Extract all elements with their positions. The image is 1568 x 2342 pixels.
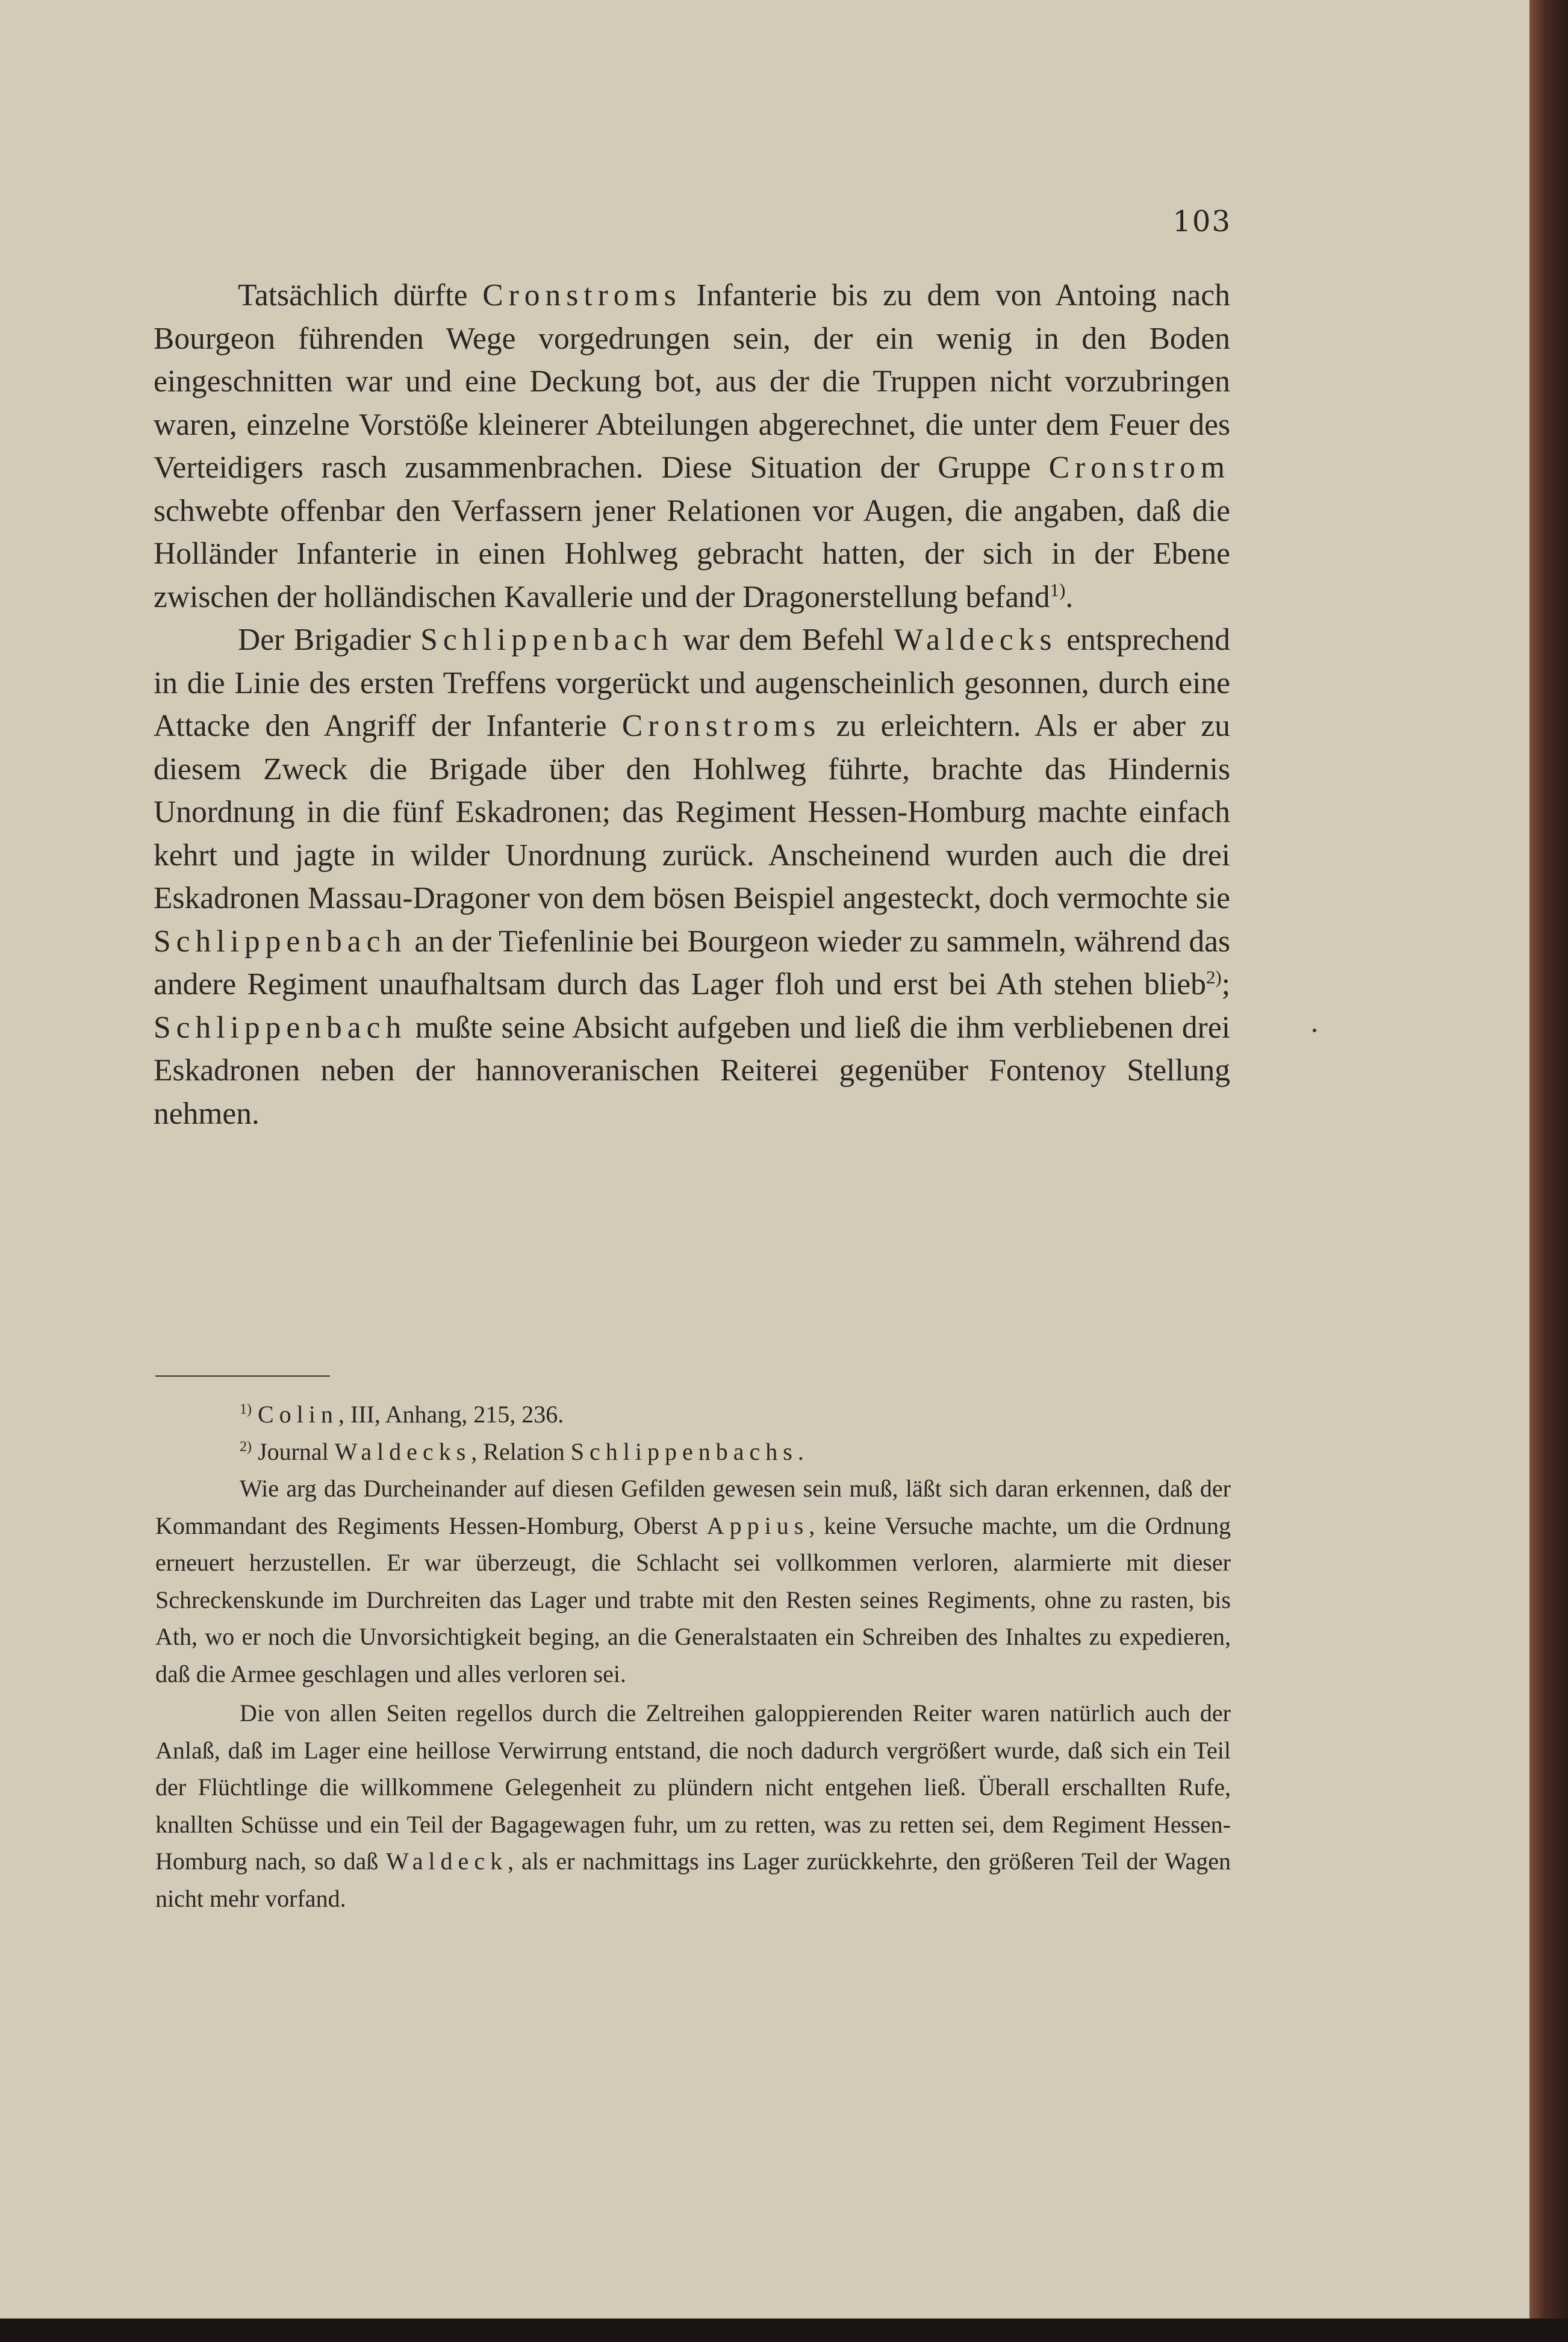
- footnote-2: $^{2)}$ Journal Waldecks, Relation Schlippenbachs.: [240, 1437, 804, 1465]
- spaced-name: Cronstroms: [621, 709, 821, 743]
- spaced-name: Schlippenbach: [420, 623, 674, 657]
- spaced-name: Cronstrom: [1048, 450, 1230, 485]
- paragraph-2: Der Brigadier Schlippenbach war dem Befehl Waldecks entsprechend in die Linie des ersten Treffens vorgerückt und augenscheinlich gesonnen, durch eine Attacke den Angriff der Infanterie Cronstroms zu erleichtern. Als er aber zu diesem Zweck die Brigade über den Hohlweg führte, brachte das Hindernis Unordnung in die fünf Eskadronen; das Regiment Hessen-Homburg machte einfach kehrt und jagte in wilder Unordnung zurück. Anscheinend wurden auch die drei Eskadronen Massau-Dragoner von dem bösen Beispiel angesteckt, doch vermochte sie Schlippenbach an der Tiefenlinie bei Bourgeon wieder zu sammeln, während das andere Regiment unaufhaltsam durch das Lager floh und erst bei Ath stehen blieb$^{2)}$; Schlippenbach mußte seine Absicht aufgeben und ließ die ihm verbliebenen drei Eskadronen neben der hannoveranischen Reiterei gegenüber Fontenoy Stellung nehmen.: [154, 623, 1230, 1131]
- footnote-2-paragraph-1: Wie arg das Durcheinander auf diesen Gefilden gewesen sein muß, läßt sich daran erkennen, daß der Kommandant des Regiments Hessen-Homburg, Oberst Appius, keine Versuche machte, um die Ordnung erneuert herzustellen. Er war überzeugt, die Schlacht sei vollkommen verloren, alarmierte mit dieser Schreckenskunde im Durchreiten das Lager und trabte mit den Resten seines Regiments, ohne zu rasten, bis Ath, wo er noch die Unvorsichtigkeit beging, an die Generalstaaten ein Schreiben des Inhaltes zu expedieren, daß die Armee geschlagen und alles verloren sei.: [155, 1475, 1231, 1687]
- paragraph-1: Tatsächlich dürfte Cronstroms Infanterie bis zu dem von Antoing nach Bourgeon führenden Wege vorgedrungen sein, der ein wenig in den Boden eingeschnitten war und eine Deckung bot, aus der die Truppen nicht vorzubringen waren, einzelne Vorstöße kleinerer Abteilungen abgerechnet, die unter dem Feuer des Verteidigers rasch zusammenbrachen. Diese Situation der Gruppe Cronstrom schwebte offenbar den Verfassern jener Relationen vor Augen, die angaben, daß die Holländer Infanterie in einen Hohlweg gebracht hatten, der sich in der Ebene zwischen der holländischen Kavallerie und der Dragonerstellung befand$^{1)}$.: [154, 278, 1230, 614]
- page-bottom-edge: [0, 2319, 1568, 2342]
- book-edge: [1529, 0, 1568, 2342]
- footnote-ref: 1): [1050, 579, 1066, 600]
- page-number: 103: [1172, 205, 1231, 238]
- footnote-1: $^{1)}$ Colin, III, Anhang, 215, 236.: [240, 1401, 564, 1428]
- spaced-name: Schlippenbach: [154, 1010, 407, 1045]
- footnote-ref: 2): [1206, 966, 1222, 988]
- print-speck: [1313, 1029, 1316, 1032]
- footnote-divider: [155, 1375, 330, 1377]
- spaced-name: Cronstroms: [482, 278, 682, 313]
- footnote-2-paragraph-2: Die von allen Seiten regellos durch die Zeltreihen galoppierenden Reiter waren natürlich auch der Anlaß, daß im Lager eine heillose Verwirrung entstand, die noch dadurch vergrößert wurde, daß sich ein Teil der Flüchtlinge die willkommene Gelegenheit zu plündern nicht entgehen ließ. Überall erschallten Rufe, knallten Schüsse und ein Teil der Bagagewagen fuhr, um zu retten, was zu retten sei, dem Regiment Hessen-Homburg nach, so daß Waldeck, als er nachmittags ins Lager zurückkehrte, den größeren Teil der Wagen nicht mehr vorfand.: [155, 1699, 1231, 1912]
- footnotes: [155, 1396, 1231, 1917]
- main-text: [154, 274, 1230, 1135]
- spaced-name: Waldecks: [894, 623, 1057, 657]
- spaced-name: Schlippenbach: [154, 924, 407, 959]
